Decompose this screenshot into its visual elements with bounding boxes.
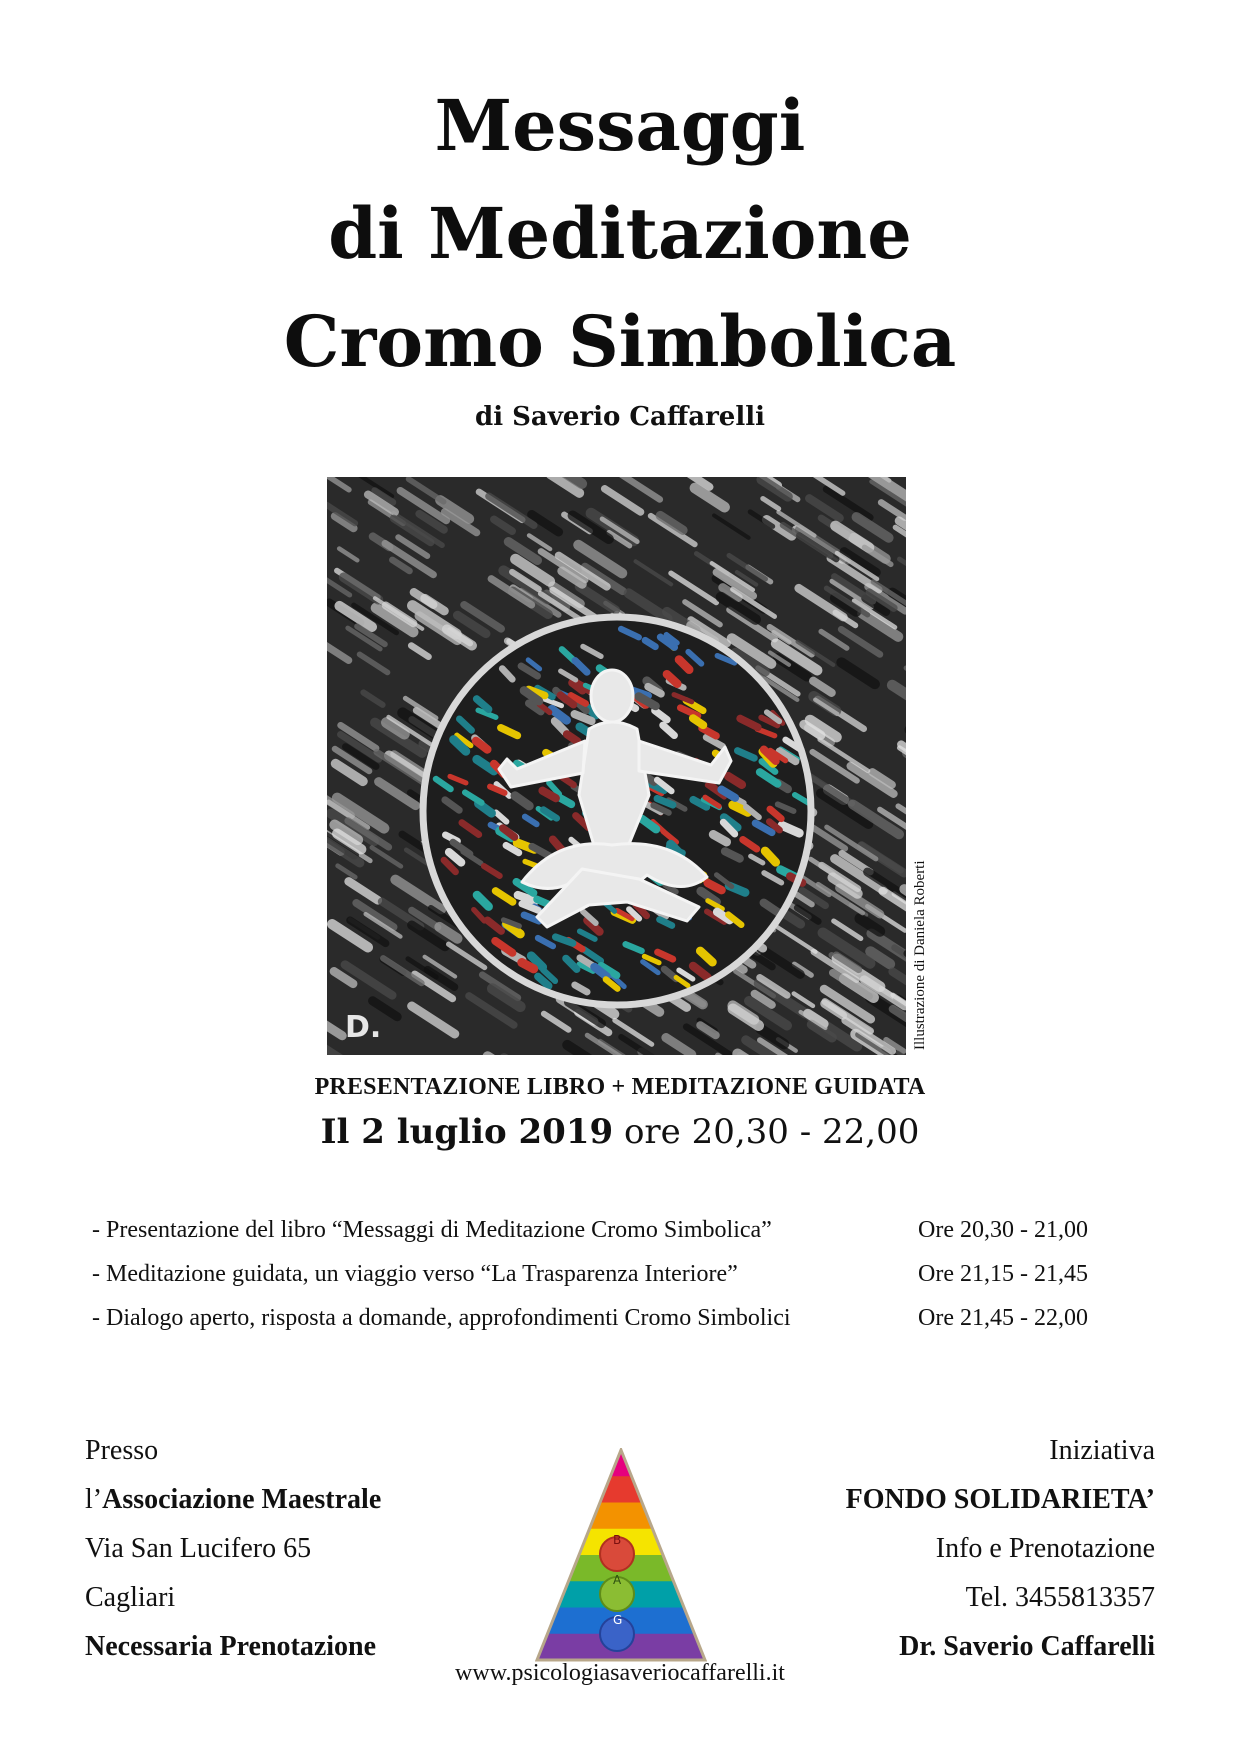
schedule: [92, 1208, 1162, 1340]
title-line-1: Messaggi: [434, 84, 806, 167]
schedule-desc: - Dialogo aperto, risposta a domande, approfondimenti Cromo Simbolici: [92, 1305, 791, 1331]
venue-presso: Presso: [85, 1435, 159, 1466]
website-url: www.psicologiasaveriocaffarelli.it: [455, 1660, 785, 1686]
organizer-info: Info e Prenotazione: [935, 1533, 1155, 1564]
schedule-row: [92, 1296, 1162, 1340]
meditation-painting: [327, 477, 906, 1055]
event-date: [0, 1112, 1240, 1152]
logo-color-band: [535, 1450, 707, 1477]
organizer-block: [846, 1426, 1155, 1671]
event-date-time: ore 20,30 - 22,00: [623, 1112, 920, 1152]
schedule-desc: - Meditazione guidata, un viaggio verso “La Trasparenza Interiore”: [92, 1261, 738, 1287]
organizer-fund: [846, 1475, 1155, 1524]
schedule-time: Ore 20,30 - 21,00: [918, 1217, 1088, 1243]
logo-color-band: [535, 1503, 707, 1530]
organizer-name-text: Dr. Saverio Caffarelli: [899, 1631, 1155, 1662]
venue-note-text: Necessaria Prenotazione: [85, 1631, 377, 1662]
logo-letter-b: B: [613, 1533, 622, 1547]
schedule-time: Ore 21,45 - 22,00: [918, 1305, 1088, 1331]
pyramid-logo: [535, 1448, 707, 1663]
schedule-time: Ore 21,15 - 21,45: [918, 1261, 1088, 1287]
author-line: di Saverio Caffarelli: [475, 402, 765, 432]
schedule-row: [92, 1252, 1162, 1296]
event-type: PRESENTAZIONE LIBRO + MEDITAZIONE GUIDATA: [314, 1074, 926, 1100]
organizer-fund-text: FONDO SOLIDARIETA’: [845, 1484, 1155, 1515]
painter-signature: D.: [345, 1010, 382, 1045]
venue-name: Associazione Maestrale: [102, 1484, 382, 1515]
venue-article: l’: [85, 1484, 103, 1515]
logo-letter-a: A: [613, 1573, 622, 1587]
organizer-label: Iniziativa: [1049, 1435, 1155, 1466]
venue-city: Cagliari: [85, 1582, 176, 1613]
organizer-phone: Tel. 3455813357: [965, 1582, 1155, 1613]
event-date-day: Il 2 luglio 2019: [320, 1112, 614, 1152]
logo-color-band: [535, 1476, 707, 1503]
venue-name-line: [85, 1475, 381, 1524]
schedule-row: [92, 1208, 1162, 1252]
title-line-2: di Meditazione: [328, 192, 912, 275]
venue-address: Via San Lucifero 65: [85, 1533, 312, 1564]
venue-block: [85, 1426, 381, 1671]
illustration-credit: Illustrazione di Daniela Roberti: [912, 860, 928, 1050]
logo-letter-g: G: [613, 1613, 623, 1627]
title-line-3: Cromo Simbolica: [283, 300, 957, 383]
schedule-desc: - Presentazione del libro “Messaggi di Meditazione Cromo Simbolica”: [92, 1217, 772, 1243]
